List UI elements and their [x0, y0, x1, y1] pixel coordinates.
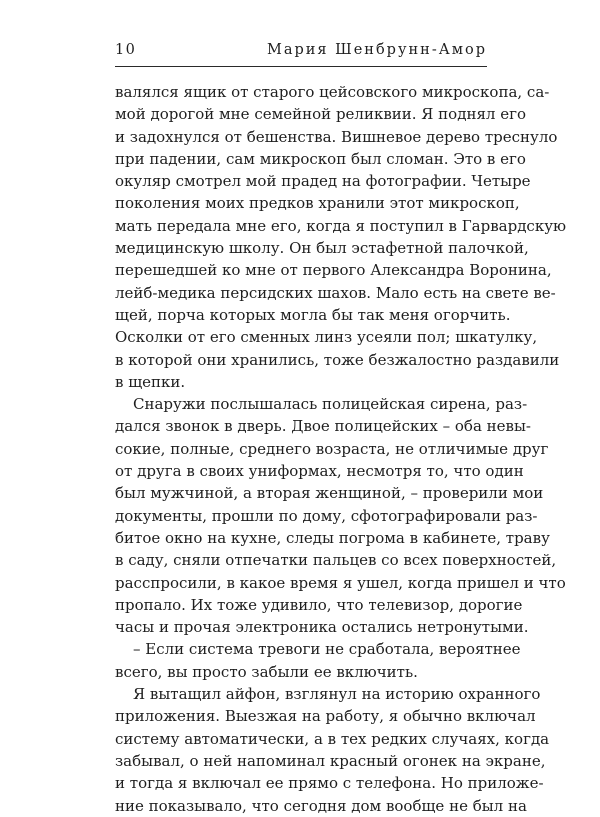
- text-line: документы, прошли по дому, сфотографировали раз-: [115, 506, 538, 525]
- body-text: [115, 81, 567, 817]
- text-line: и тогда я включал ее прямо с телефона. Но приложе-: [115, 774, 544, 793]
- text-line: мой дорогой мне семейной реликвии. Я поднял его: [115, 105, 526, 124]
- page-header: [115, 40, 487, 66]
- text-line: от друга в своих униформах, несмотря то, что один: [115, 462, 524, 481]
- text-line: систему автоматически, а в тех редких случаях, когда: [115, 729, 550, 748]
- text-line: был мужчиной, а вторая женщиной, – проверили мои: [115, 484, 544, 503]
- paragraph: [115, 81, 567, 393]
- text-line: Я вытащил айфон, взглянул на историю охранного: [133, 685, 541, 704]
- text-line: щей, порча которых могла бы так меня огорчить.: [115, 305, 511, 324]
- text-line: – Если система тревоги не сработала, вероятнее: [133, 640, 521, 659]
- text-line: всего, вы просто забыли ее включить.: [115, 662, 418, 681]
- text-line: Осколки от его сменных линз усеяли пол; шкатулку,: [115, 328, 538, 347]
- paragraph: [115, 683, 550, 817]
- text-line: пропало. Их тоже удивило, что телевизор, дорогие: [115, 595, 523, 614]
- text-line: перешедшей ко мне от первого Александра Воронина,: [115, 261, 552, 280]
- running-head: Мария Шенбрунн-Амор: [266, 42, 487, 58]
- text-line: в щепки.: [115, 372, 186, 391]
- book-page: [115, 40, 567, 817]
- text-line: забывал, о ней напоминал красный огонек на экране,: [115, 751, 546, 770]
- text-line: поколения моих предков хранили этот микроскоп,: [115, 194, 520, 213]
- text-line: битое окно на кухне, следы погрома в кабинете, траву: [115, 528, 550, 547]
- text-line: в которой они хранились, тоже безжалостно раздавили: [115, 350, 560, 369]
- text-line: сокие, полные, среднего возраста, не отличимые друг: [115, 439, 549, 458]
- text-line: мать передала мне его, когда я поступил в Гарвардскую: [115, 216, 567, 235]
- text-line: медицинскую школу. Он был эстафетной палочкой,: [115, 239, 529, 258]
- text-line: ние показывало, что сегодня дом вообще не был на: [115, 796, 527, 815]
- paragraph: [115, 393, 566, 638]
- text-line: приложения. Выезжая на работу, я обычно включал: [115, 707, 536, 726]
- text-line: часы и прочая электроника остались нетронутыми.: [115, 618, 529, 637]
- text-line: и задохнулся от бешенства. Вишневое дерево треснуло: [115, 127, 558, 146]
- text-line: валялся ящик от старого цейсовского микроскопа, са-: [115, 83, 550, 101]
- paragraph: [115, 638, 521, 683]
- page-number: 10: [115, 42, 137, 58]
- text-line: окуляр смотрел мой прадед на фотографии. Четыре: [115, 172, 531, 191]
- text-line: Снаружи послышалась полицейская сирена, раз-: [133, 395, 528, 414]
- text-line: при падении, сам микроскоп был сломан. Это в его: [115, 149, 526, 168]
- header-rule: [115, 66, 487, 67]
- text-line: в саду, сняли отпечатки пальцев со всех поверхностей,: [115, 551, 557, 570]
- text-line: лейб-медика персидских шахов. Мало есть на свете ве-: [115, 283, 556, 302]
- text-line: расспросили, в какое время я ушел, когда пришел и что: [115, 573, 566, 592]
- text-line: дался звонок в дверь. Двое полицейских – оба невы-: [115, 417, 532, 436]
